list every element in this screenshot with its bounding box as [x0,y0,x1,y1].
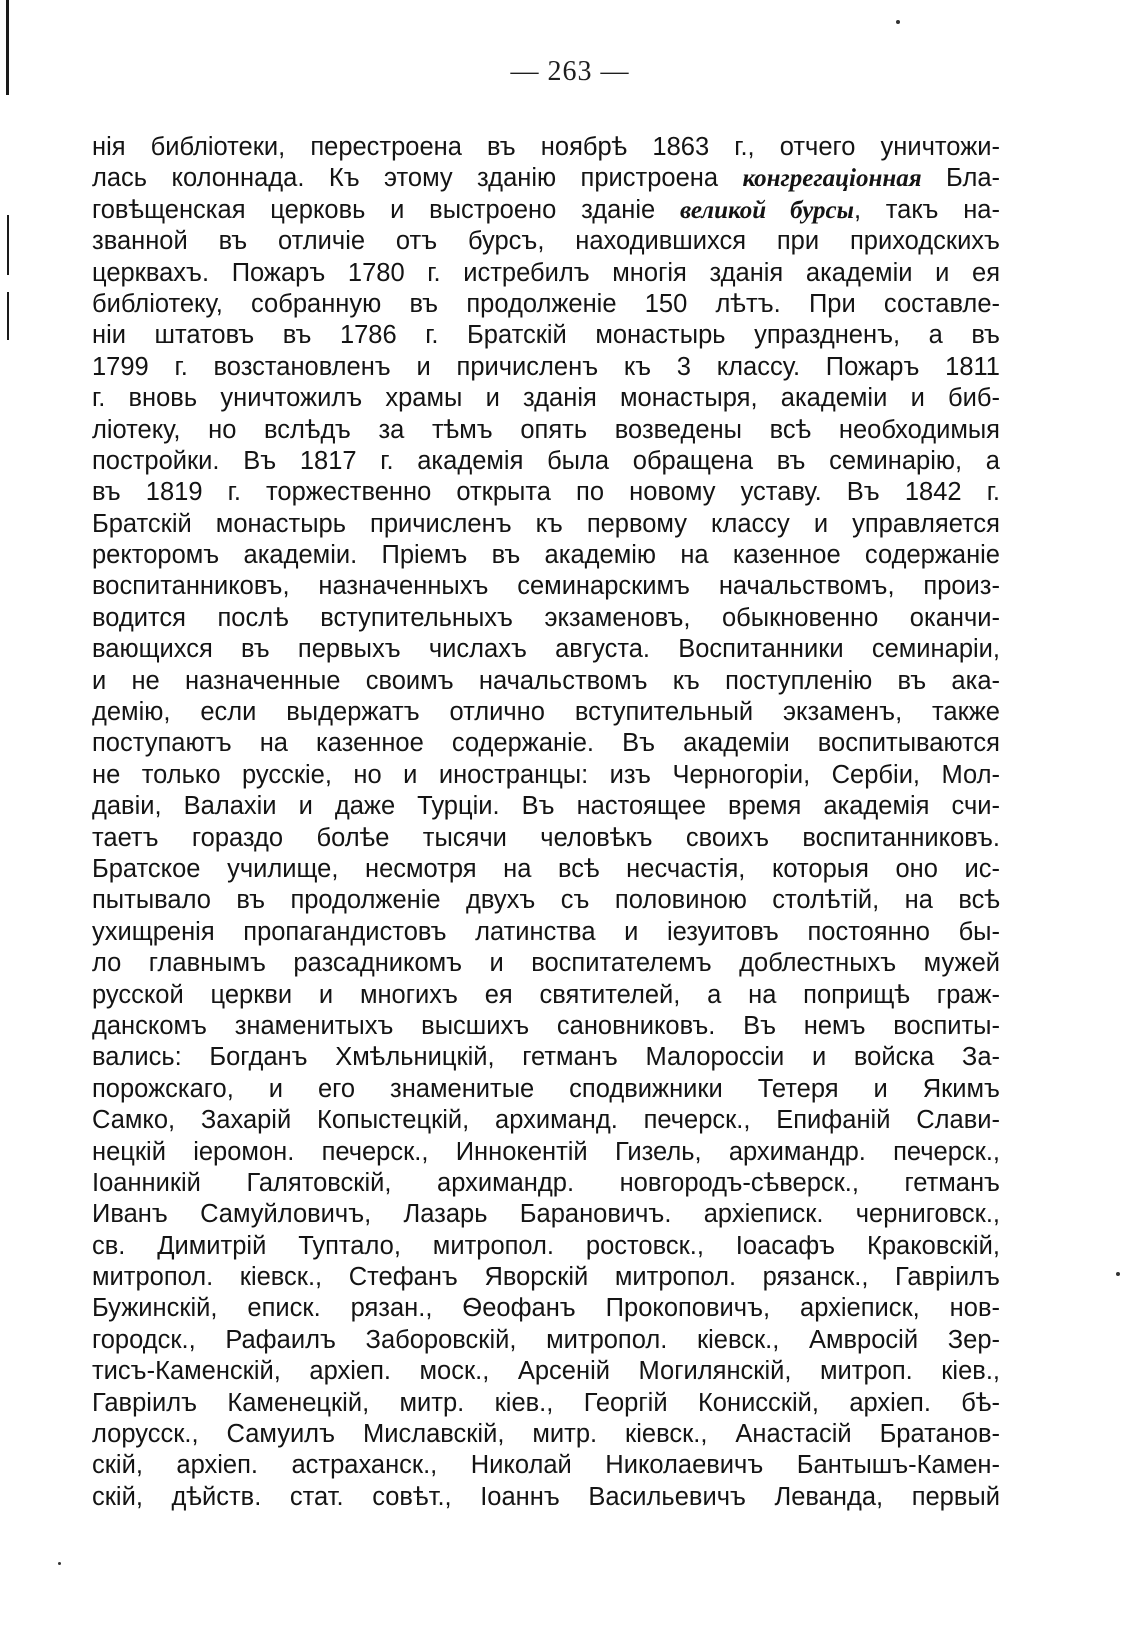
text-line: г. вновь уничтожилъ храмы и зданія монастыря, академіи и биб- [92,384,1000,413]
text-segment: говѣщенская церковь и выстроено зданіе [92,195,680,224]
text-line: Гавріилъ Каменецкій, митр. кіев., Георгій Конисскій, архіеп. бѣ- [92,1388,1000,1417]
text-line: въ 1819 г. торжественно открыта по новому уставу. Въ 1842 г. [92,478,1000,507]
text-line: водится послѣ вступительныхъ экзаменовъ, обыкновенно оканчи- [92,603,1000,632]
text-line: Братское училище, несмотря на всѣ несчастія, которыя оно ис- [92,854,1000,883]
text-line: лорусск., Самуилъ Миславскій, митр. кіевск., Анастасій Братанов- [92,1420,1000,1449]
text-line: городск., Рафаилъ Заборовскій, митропол. кіевск., Амвросій Зер- [92,1325,1000,1354]
text-line: постройки. Въ 1817 г. академія была обращена въ семинарію, а [92,446,1000,475]
text-line: и не назначенные своимъ начальствомъ къ поступленію въ ака- [92,666,1000,695]
text-line: 1799 г. возстановленъ и причисленъ къ 3 классу. Пожаръ 1811 [92,352,1000,381]
emphasized-term: конгрегаціонная [742,165,922,193]
text-line: Бужинскій, еписк. рязан., Ѳеофанъ Прокоповичъ, архіеписк, нов- [92,1294,1000,1323]
text-line: не только русскіе, но и иностранцы: изъ Черногоріи, Сербіи, Мол- [92,760,1000,789]
text-line: тисъ-Каменскій, архіеп. моск., Арсеній Могилянскій, митроп. кіев., [92,1357,1000,1386]
text-line [92,163,1000,194]
text-line: таетъ гораздо болѣе тысячи человѣкъ своихъ воспитанниковъ. [92,823,1000,852]
text-line: церквахъ. Пожаръ 1780 г. истребилъ многія зданія академіи и ея [92,258,1000,287]
text-line: Иванъ Самуйловичъ, Лазарь Барановичъ. архіеписк. черниговск., [92,1200,1000,1229]
body-text [92,132,1000,1513]
text-line: давіи, Валахіи и даже Турціи. Въ настоящее время академія счи- [92,792,1000,821]
text-line: ло главнымъ разсадникомъ и воспитателемъ доблестныхъ мужей [92,949,1000,978]
text-line: нецкій іеромон. печерск., Иннокентій Гизель, архимандр. печерск., [92,1137,1000,1166]
text-line: пытывало въ продолженіе двухъ съ половиною столѣтій, на всѣ [92,886,1000,915]
text-line: скій, дѣйств. стат. совѣт., Іоаннъ Васильевичъ Леванда, первый [92,1482,1000,1511]
text-segment: Бла- [921,164,1000,193]
text-segment: лась колоннада. Къ этому зданію пристроена [92,164,743,193]
text-line: воспитанниковъ, назначенныхъ семинарскимъ начальствомъ, произ- [92,572,1000,601]
text-line: порожскаго, и его знаменитые сподвижники Тетеря и Якимъ [92,1074,1000,1103]
text-line: Іоанникій Галятовскій, архимандр. новгородъ-сѣверск., гетманъ [92,1168,1000,1197]
left-edge-mark [7,292,9,340]
text-line: вались: Богданъ Хмѣльницкій, гетманъ Малороссіи и войска За- [92,1043,1000,1072]
scan-speck [896,20,900,24]
text-segment: , такъ на- [853,195,1000,224]
left-edge-mark [7,215,9,275]
text-line: Братскій монастырь причисленъ къ первому классу и управляется [92,509,1000,538]
text-line [92,195,1000,226]
text-line: поступаютъ на казенное содержаніе. Въ академіи воспитываются [92,729,1000,758]
text-line: митропол. кіевск., Стефанъ Яворскій митропол. рязанск., Гавріилъ [92,1263,1000,1292]
scan-speck [58,1562,61,1565]
text-line: скій, архіеп. астраханск., Николай Николаевичъ Бантышъ-Камен- [92,1451,1000,1480]
text-line: Самко, Захарій Копыстецкій, архиманд. печерск., Епифаній Слави- [92,1106,1000,1135]
text-line: русской церкви и многихъ ея святителей, а на поприщѣ граж- [92,980,1000,1009]
text-line: ректоромъ академіи. Пріемъ въ академію на казенное содержаніе [92,541,1000,570]
text-line: ніи штатовъ въ 1786 г. Братскій монастырь упраздненъ, а въ [92,321,1000,350]
text-line: св. Димитрій Туптало, митропол. ростовск., Іоасафъ Краковскій, [92,1231,1000,1260]
text-line: ухищренія пропагандистовъ латинства и іезуитовъ постоянно бы- [92,917,1000,946]
scan-speck [1116,1272,1120,1276]
text-line: ліотеку, но вслѣдъ за тѣмъ опять возведены всѣ необходимыя [92,415,1000,444]
text-line: данскомъ знаменитыхъ высшихъ сановниковъ. Въ немъ воспиты- [92,1011,1000,1040]
emphasized-term: великой бурсы [679,196,854,224]
text-line: вающихся въ первыхъ числахъ августа. Воспитанники семинаріи, [92,635,1000,664]
text-line: библіотеку, собранную въ продолженіе 150 лѣтъ. При составле- [92,289,1000,318]
text-line: нія библіотеки, перестроена въ ноябрѣ 1863 г., отчего уничтожи- [92,133,1000,161]
text-line: демію, если выдержатъ отлично вступительный экзаменъ, также [92,698,1000,727]
text-line: званной въ отличіе отъ бурсъ, находившихся при приходскихъ [92,227,1000,256]
page-number: — 263 — [510,56,630,87]
